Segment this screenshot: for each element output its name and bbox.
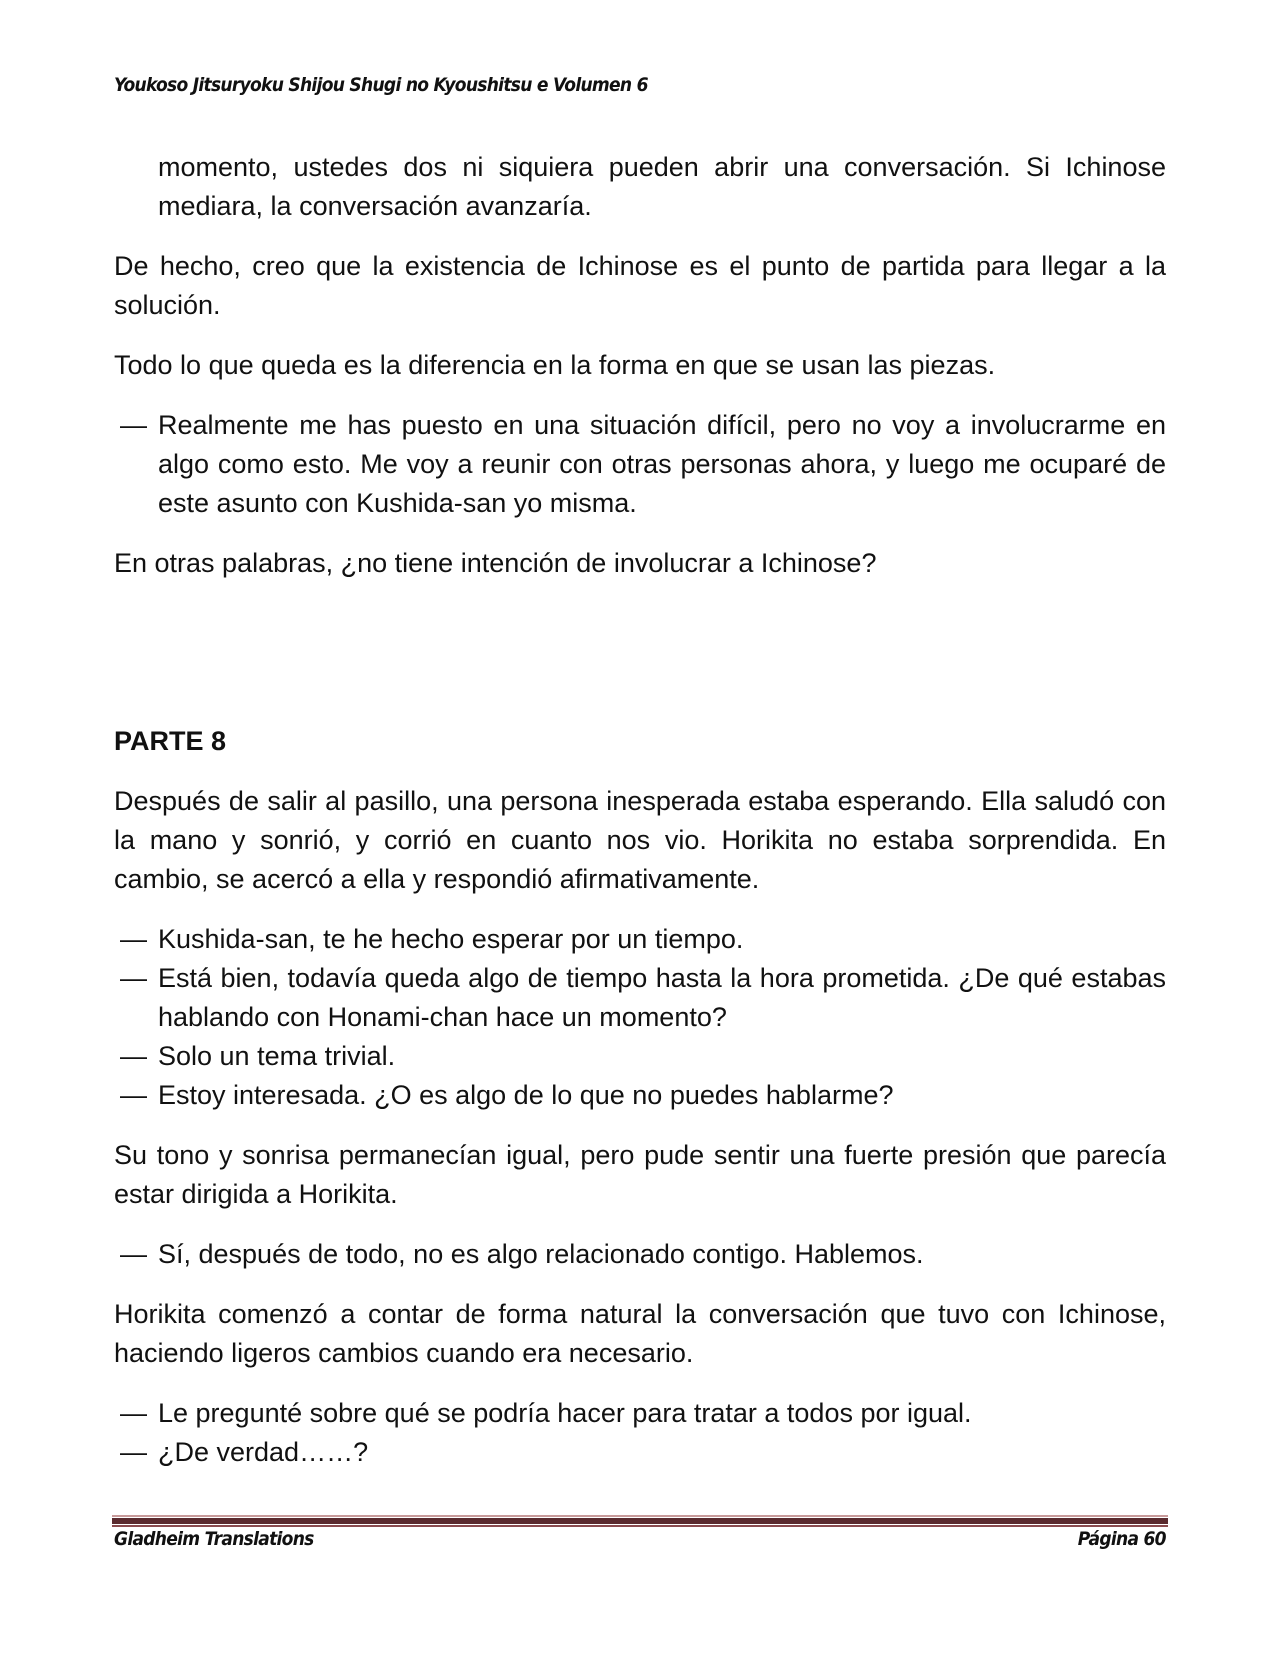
dialogue-block [114, 1235, 1166, 1274]
dash: — [120, 1398, 147, 1428]
dialogue-line [114, 406, 1166, 523]
dialogue-line [114, 1037, 1166, 1076]
paragraph: Después de salir al pasillo, una persona inesperada estaba esperando. Ella saludó con la mano y sonrió, y corrió en cuanto nos vio. Horikita no estaba sorprendida. En cambio, se acercó a ella y respondió afirmativamente. [114, 786, 1166, 894]
dialogue-line [114, 1394, 1166, 1433]
dialogue-block [114, 920, 1166, 1115]
footer-rule [112, 1515, 1168, 1527]
continued-dialogue: momento, ustedes dos ni siquiera pueden abrir una conversación. Si Ichinose mediara, la conversación avanzaría. [158, 152, 1166, 221]
spacer [114, 604, 1166, 722]
dialogue-text: Realmente me has puesto en una situación difícil, pero no voy a involucrarme en algo como esto. Me voy a reunir con otras personas ahora, y luego me ocuparé de este asunto con Kushida-san yo misma. [158, 410, 1166, 518]
paragraph: En otras palabras, ¿no tiene intención de involucrar a Ichinose? [114, 548, 877, 578]
dialogue-text: Está bien, todavía queda algo de tiempo hasta la hora prometida. ¿De qué estabas hablando con Honami-chan hace un momento? [158, 963, 1166, 1032]
dialogue-text: Sí, después de todo, no es algo relacionado contigo. Hablemos. [158, 1239, 924, 1269]
dialogue-line [114, 1076, 1166, 1115]
dialogue-block [114, 1394, 1166, 1472]
dash: — [120, 410, 147, 440]
dash: — [120, 1080, 147, 1110]
page-body [114, 148, 1166, 1493]
paragraph: De hecho, creo que la existencia de Ichinose es el punto de partida para llegar a la solución. [114, 251, 1166, 320]
page-number: Página 60 [1077, 1528, 1166, 1550]
paragraph: Todo lo que queda es la diferencia en la forma en que se usan las piezas. [114, 350, 996, 380]
section-heading: PARTE 8 [114, 726, 227, 756]
paragraph: Horikita comenzó a contar de forma natural la conversación que tuvo con Ichinose, haciendo ligeros cambios cuando era necesario. [114, 1299, 1166, 1368]
dash: — [120, 1239, 147, 1269]
dash: — [120, 924, 147, 954]
dialogue-line [114, 920, 1166, 959]
dialogue-text: ¿De verdad……? [158, 1437, 369, 1467]
running-header: Youkoso Jitsuryoku Shijou Shugi no Kyoushitsu e Volumen 6 [114, 74, 648, 96]
dash: — [120, 1041, 147, 1071]
dialogue-text: Estoy interesada. ¿O es algo de lo que no puedes hablarme? [158, 1080, 894, 1110]
dialogue-text: Solo un tema trivial. [158, 1041, 396, 1071]
dialogue-text: Kushida-san, te he hecho esperar por un tiempo. [158, 924, 744, 954]
dash: — [120, 1437, 147, 1467]
paragraph: Su tono y sonrisa permanecían igual, pero pude sentir una fuerte presión que parecía estar dirigida a Horikita. [114, 1140, 1166, 1209]
footer-credit: Gladheim Translations [114, 1528, 314, 1550]
dialogue-text: Le pregunté sobre qué se podría hacer para tratar a todos por igual. [158, 1398, 972, 1428]
dialogue-line [114, 1433, 1166, 1472]
dialogue-line [114, 959, 1166, 1037]
dialogue-block [114, 406, 1166, 523]
dash: — [120, 963, 147, 993]
dialogue-line [114, 1235, 1166, 1274]
